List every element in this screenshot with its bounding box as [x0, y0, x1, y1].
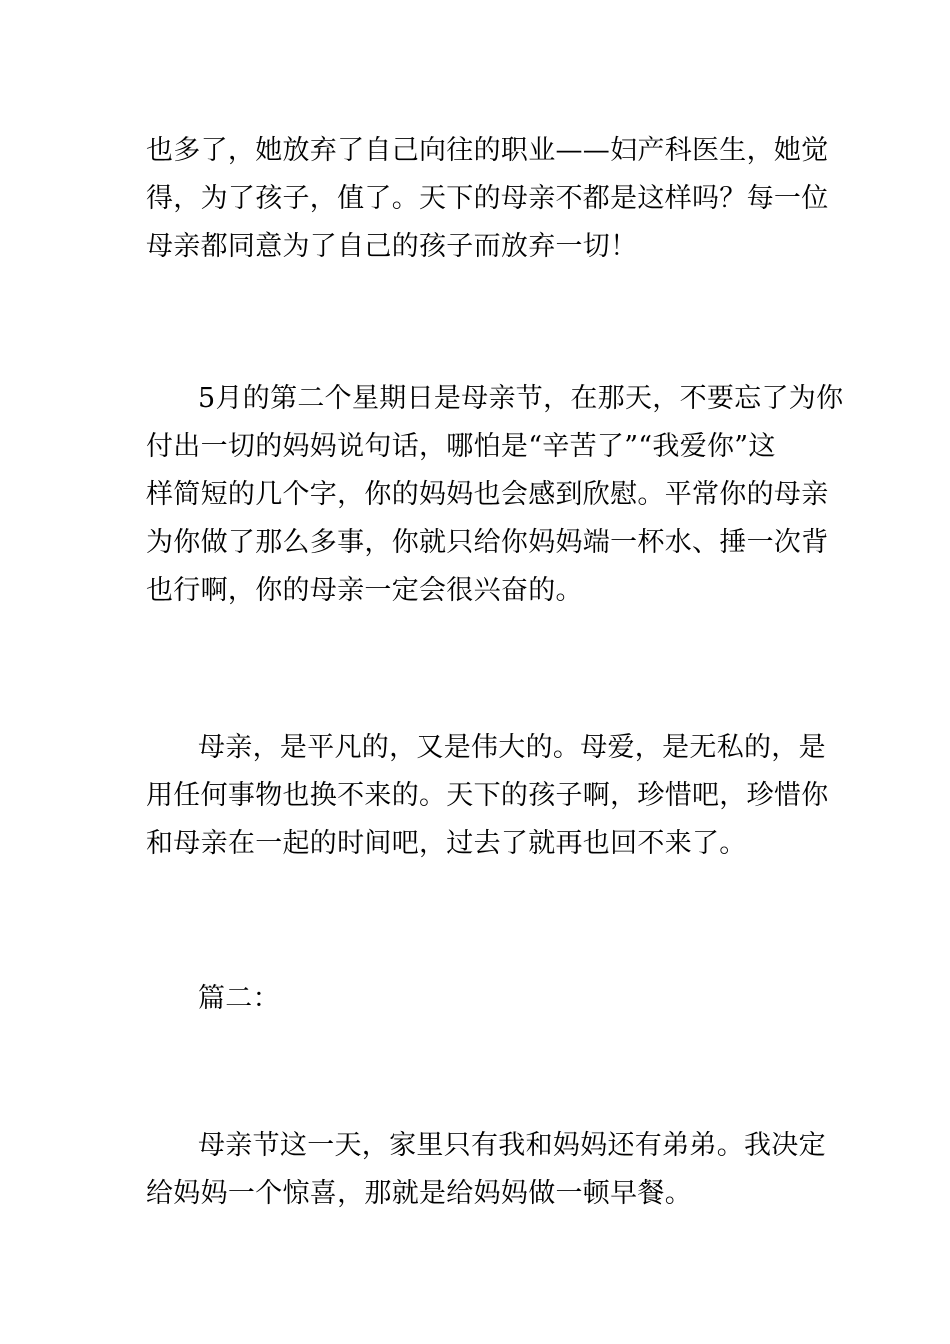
- text-line: 得，为了孩子，值了。天下的母亲不都是这样吗？每一位: [146, 183, 829, 214]
- section-heading-text: 篇二：: [198, 983, 280, 1014]
- text-line: 母亲都同意为了自己的孩子而放弃一切！: [146, 231, 638, 262]
- text-line: 用任何事物也换不来的。天下的孩子啊，珍惜吧，珍惜你: [146, 780, 829, 811]
- text-line: 样简短的几个字，你的妈妈也会感到欣慰。平常你的母亲: [146, 479, 829, 510]
- text-line-first: 母亲，是平凡的，又是伟大的。母爱，是无私的，是: [198, 732, 826, 763]
- text-line-first: 母亲节这一天，家里只有我和妈妈还有弟弟。我决定: [198, 1130, 826, 1161]
- paragraph-3: [146, 724, 829, 868]
- text-line: 也多了，她放弃了自己向往的职业——妇产科医生，她觉: [146, 135, 829, 166]
- text-line: 给妈妈一个惊喜，那就是给妈妈做一顿早餐。: [146, 1178, 692, 1209]
- text-line: 为你做了那么多事，你就只给你妈妈端一杯水、捶一次背: [146, 527, 829, 558]
- text-line: 和母亲在一起的时间吧，过去了就再也回不来了。: [146, 828, 747, 859]
- paragraph-5: [146, 1122, 826, 1218]
- paragraph-1: [146, 127, 829, 271]
- section-heading: [146, 975, 806, 1023]
- text-line: 付出一切的妈妈说句话，哪怕是“辛苦了”“我爱你”这: [146, 431, 776, 462]
- text-line: 也行啊，你的母亲一定会很兴奋的。: [146, 575, 583, 606]
- paragraph-2: [146, 375, 844, 615]
- text-line-first: 5月的第二个星期日是母亲节，在那天，不要忘了为你: [198, 383, 844, 414]
